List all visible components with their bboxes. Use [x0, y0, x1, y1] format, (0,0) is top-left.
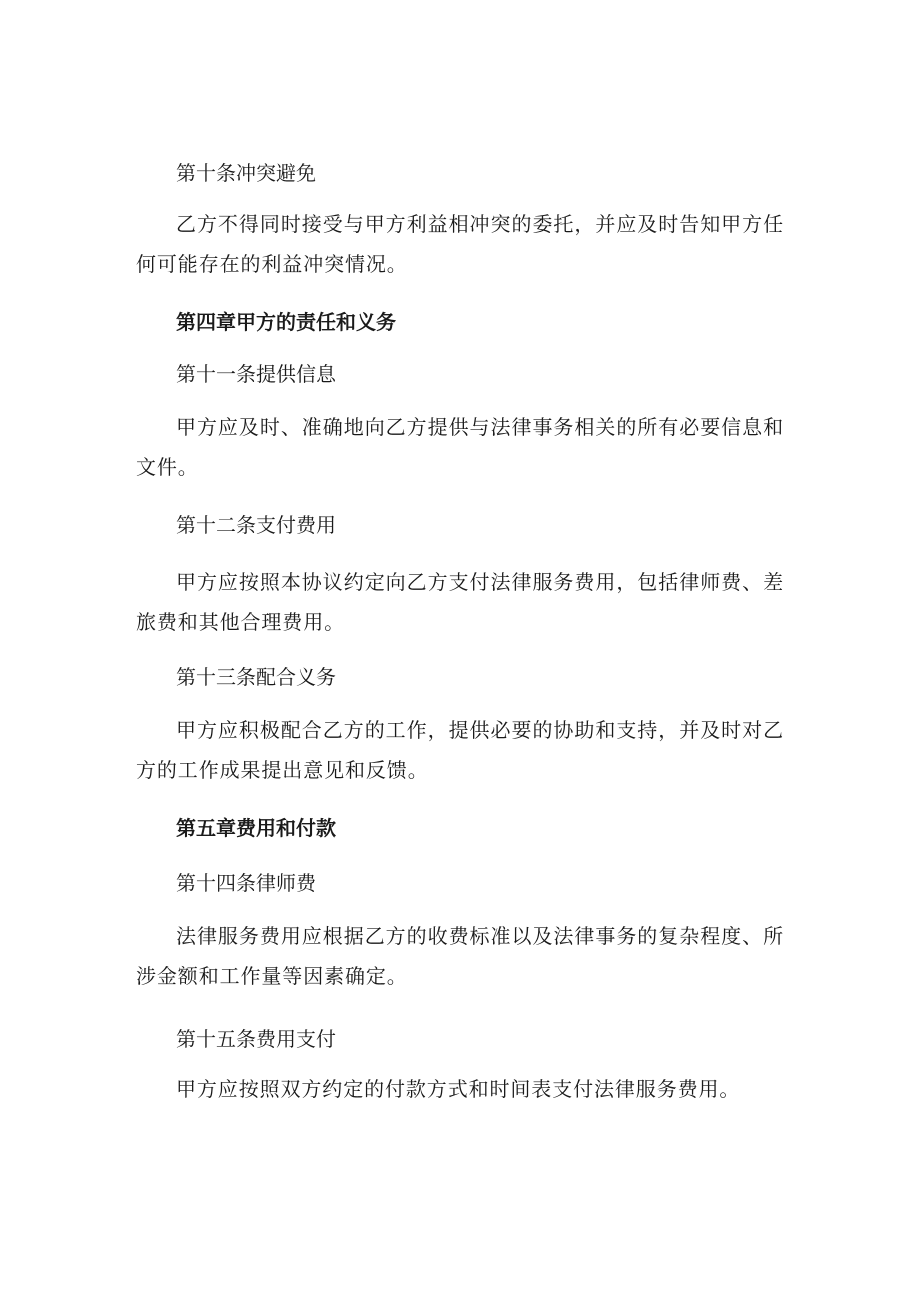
article-10-heading: 第十条冲突避免	[176, 161, 316, 185]
article-10-paragraph: 乙方不得同时接受与甲方利益相冲突的委托，并应及时告知甲方任何可能存在的利益冲突情况。	[136, 212, 784, 276]
chapter-4-heading: 第四章甲方的责任和义务	[176, 310, 396, 334]
article-14-heading: 第十四条律师费	[176, 871, 316, 895]
article-13-paragraph: 甲方应积极配合乙方的工作，提供必要的协助和支持，并及时对乙方的工作成果提出意见和反馈。	[136, 718, 784, 782]
chapter-5-heading: 第五章费用和付款	[176, 816, 336, 840]
article-15-paragraph: 甲方应按照双方约定的付款方式和时间表支付法律服务费用。	[176, 1077, 741, 1101]
article-11-heading: 第十一条提供信息	[176, 362, 336, 386]
article-12-paragraph: 甲方应按照本协议约定向乙方支付法律服务费用，包括律师费、差旅费和其他合理费用。	[136, 570, 784, 634]
article-11-paragraph: 甲方应及时、准确地向乙方提供与法律事务相关的所有必要信息和文件。	[136, 415, 784, 479]
article-15-heading: 第十五条费用支付	[176, 1027, 336, 1051]
article-14-paragraph: 法律服务费用应根据乙方的收费标准以及法律事务的复杂程度、所涉金额和工作量等因素确定。	[136, 924, 784, 988]
article-13-heading: 第十三条配合义务	[176, 665, 336, 689]
article-12-heading: 第十二条支付费用	[176, 513, 336, 537]
